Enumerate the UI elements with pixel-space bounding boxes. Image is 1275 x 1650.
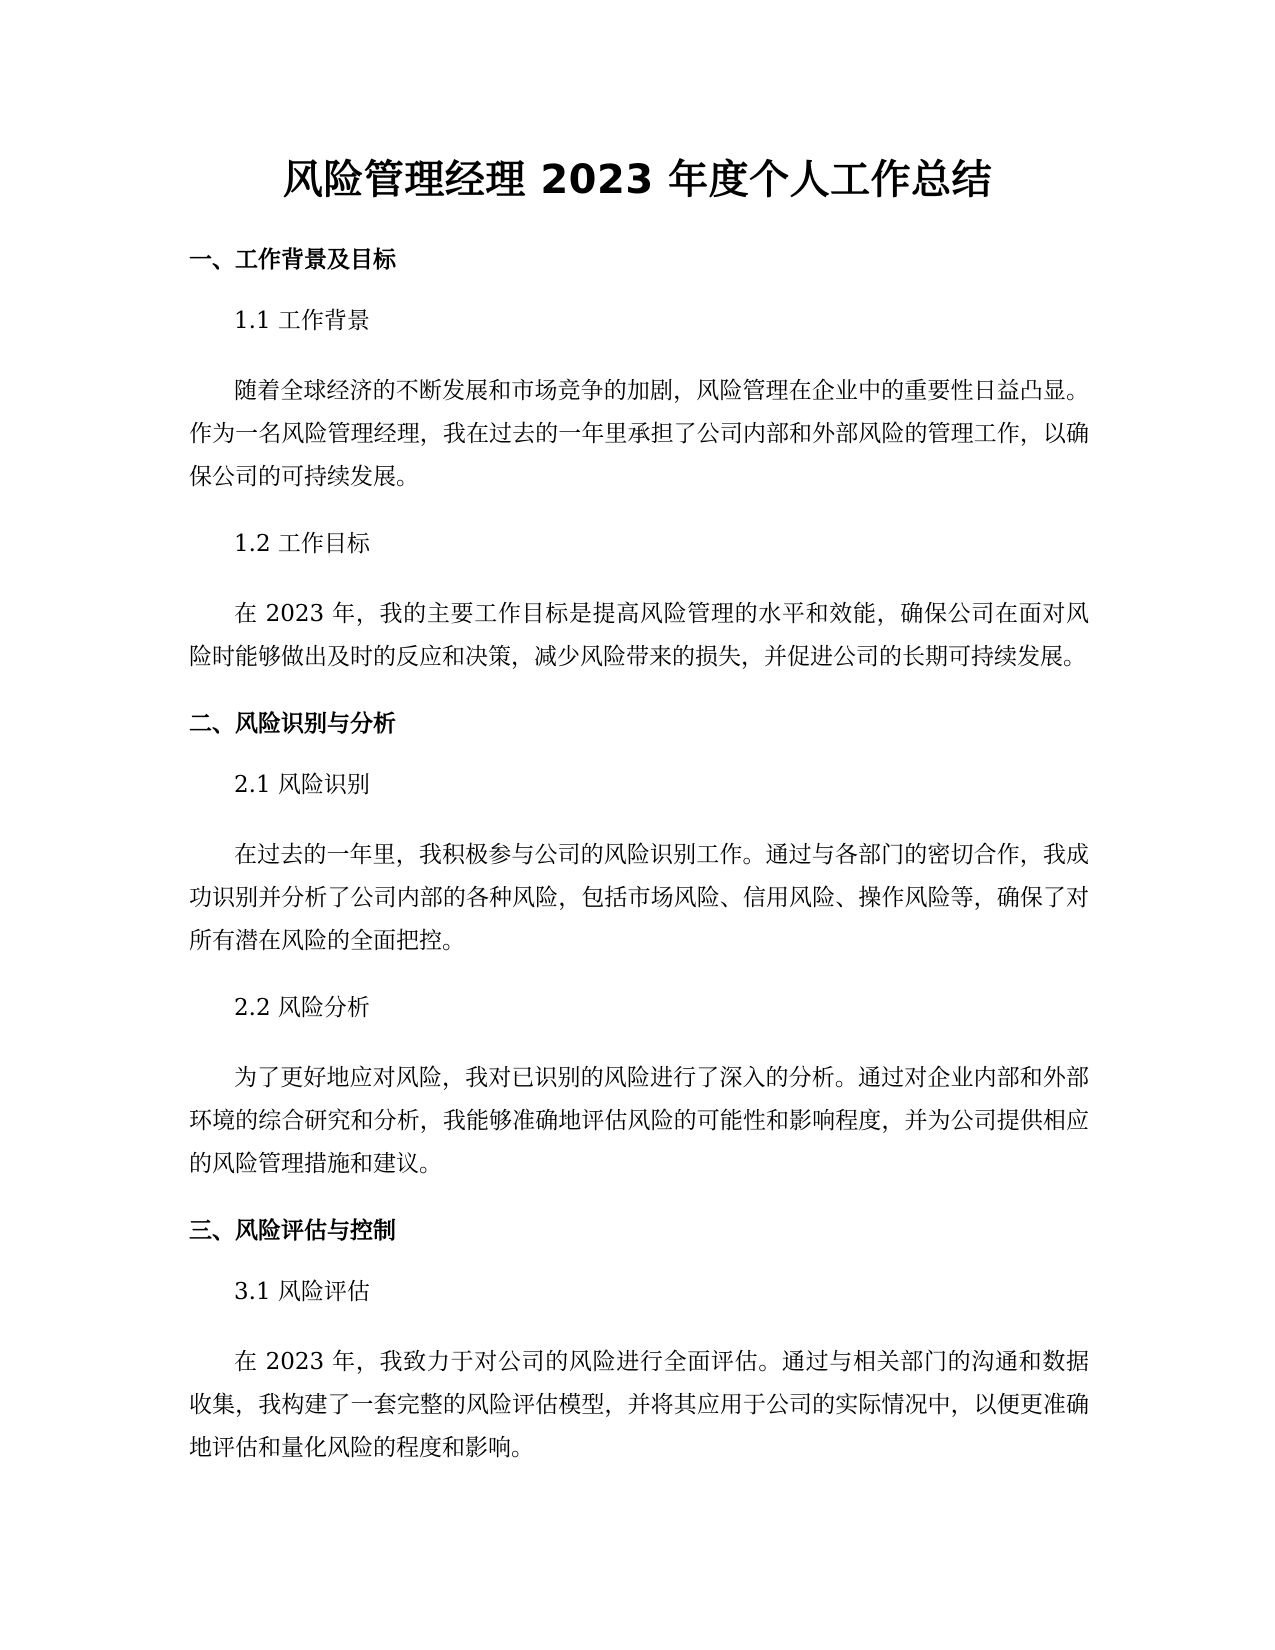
section-3: [189, 1213, 1089, 1470]
paragraph: 在 2023 年，我致力于对公司的风险进行全面评估。通过与相关部门的沟通和数据收集，我构建了一套完整的风险评估模型，并将其应用于公司的实际情况中，以便更准确地评估和量化风险的程度和影响。: [189, 1349, 1089, 1461]
paragraph: 随着全球经济的不断发展和市场竞争的加剧，风险管理在企业中的重要性日益凸显。作为一名风险管理经理，我在过去的一年里承担了公司内部和外部风险的管理工作，以确保公司的可持续发展。: [189, 378, 1089, 490]
subsection-heading: 2.2 风险分析: [234, 995, 370, 1021]
subsection-heading: 1.2 工作目标: [234, 531, 370, 557]
document-body: [189, 242, 1089, 1497]
section-1: [189, 242, 1089, 679]
subsection-heading: 2.1 风险识别: [234, 772, 370, 798]
paragraph: 在 2023 年，我的主要工作目标是提高风险管理的水平和效能，确保公司在面对风险时能够做出及时的反应和决策，减少风险带来的损失，并促进公司的长期可持续发展。: [189, 601, 1089, 670]
paragraph: 为了更好地应对风险，我对已识别的风险进行了深入的分析。通过对企业内部和外部环境的综合研究和分析，我能够准确地评估风险的可能性和影响程度，并为公司提供相应的风险管理措施和建议。: [189, 1065, 1089, 1177]
section-heading: 一、工作背景及目标: [189, 247, 396, 273]
subsection-heading: 1.1 工作背景: [234, 308, 370, 334]
section-heading: 三、风险评估与控制: [189, 1218, 396, 1244]
subsection-heading: 3.1 风险评估: [234, 1279, 370, 1305]
paragraph: 在过去的一年里，我积极参与公司的风险识别工作。通过与各部门的密切合作，我成功识别并分析了公司内部的各种风险，包括市场风险、信用风险、操作风险等，确保了对所有潜在风险的全面把控。: [189, 842, 1089, 954]
section-heading: 二、风险识别与分析: [189, 711, 396, 737]
document-title: 风险管理经理 2023 年度个人工作总结: [282, 157, 993, 203]
section-2: [189, 706, 1089, 1186]
